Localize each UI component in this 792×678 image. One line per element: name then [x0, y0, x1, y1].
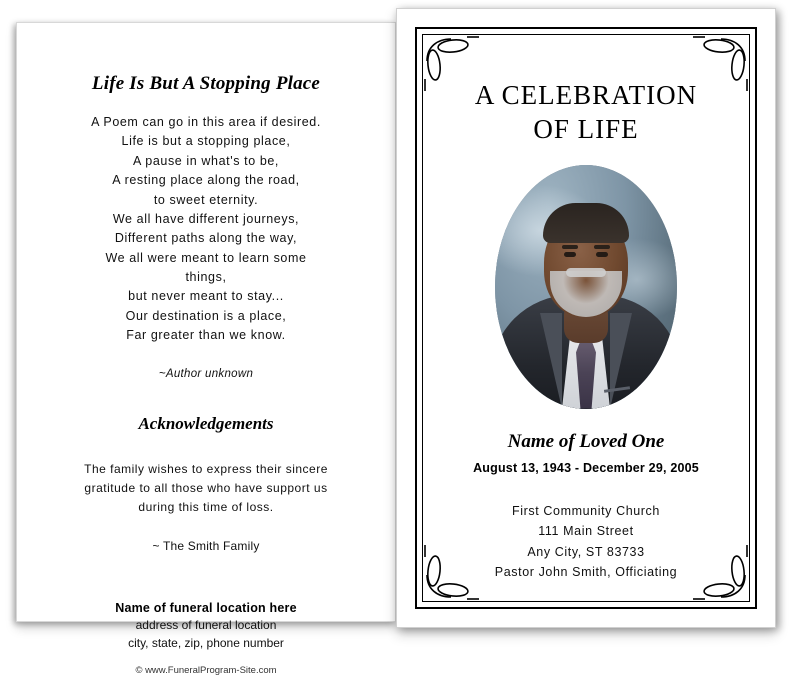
poem-line: A Poem can go in this area if desired. [91, 115, 321, 129]
service-line: First Community Church [512, 503, 660, 518]
portrait-eye-right [596, 252, 608, 257]
acknowledgements-body: The family wishes to express their sincere gratitude to all those who have support us during this time of loss. [84, 461, 328, 514]
cover-title-line-1: A CELEBRATION [474, 80, 698, 110]
portrait-lapel-left [540, 313, 562, 409]
acknowledgements-title: Acknowledgements [138, 413, 274, 433]
portrait-eye-left [564, 252, 576, 257]
portrait-mustache [566, 268, 606, 277]
poem-line: to sweet eternity. [153, 192, 259, 207]
poem-title: Life Is But A Stopping Place [91, 73, 321, 94]
poem-line: A pause in what's to be, [132, 153, 280, 168]
poem-line: Our destination is a place, [125, 308, 287, 323]
poem-line: Life is but a stopping place, [121, 134, 291, 149]
folded-program-sheet [16, 8, 776, 676]
cover-border-frame [415, 27, 757, 609]
poem-line: We all have different journeys, [112, 211, 300, 226]
venue-city-state-zip: city, state, zip, phone number [128, 635, 284, 650]
portrait-lapel-right [610, 313, 632, 409]
service-line: Pastor John Smith, Officiating [494, 565, 678, 580]
poem-line: A resting place along the road, [112, 173, 300, 188]
deceased-dates: August 13, 1943 - December 29, 2005 [473, 460, 699, 475]
venue-address: address of funeral location [135, 618, 277, 633]
service-details [435, 501, 737, 584]
poem-line: but never meant to stay... [128, 289, 284, 304]
venue-block [51, 599, 361, 678]
service-line: 111 Main Street [538, 524, 634, 539]
poem-body [76, 113, 336, 346]
portrait-hair [543, 203, 629, 243]
cover-title-line-2: OF LIFE [533, 113, 639, 144]
inside-panel [16, 22, 396, 676]
poem-line: Different paths along the way, [114, 231, 298, 246]
acknowledgements-signature: ~ The Smith Family [152, 539, 260, 554]
copyright-notice: © www.FuneralProgram-Site.com [135, 664, 277, 676]
portrait-brow-right [594, 245, 610, 249]
poem-author: ~Author unknown [158, 367, 254, 380]
poem-line: things, [185, 270, 227, 284]
cover-title [435, 79, 737, 147]
venue-name: Name of funeral location here [115, 601, 297, 616]
service-line: Any City, ST 83733 [527, 544, 645, 559]
poem-line: Far greater than we know. [126, 328, 286, 343]
deceased-name: Name of Loved One [507, 430, 665, 452]
cover-panel [396, 8, 776, 628]
poem-line: We all were meant to learn some [105, 250, 307, 265]
portrait-photo [495, 165, 677, 409]
portrait-brow-left [562, 245, 578, 249]
